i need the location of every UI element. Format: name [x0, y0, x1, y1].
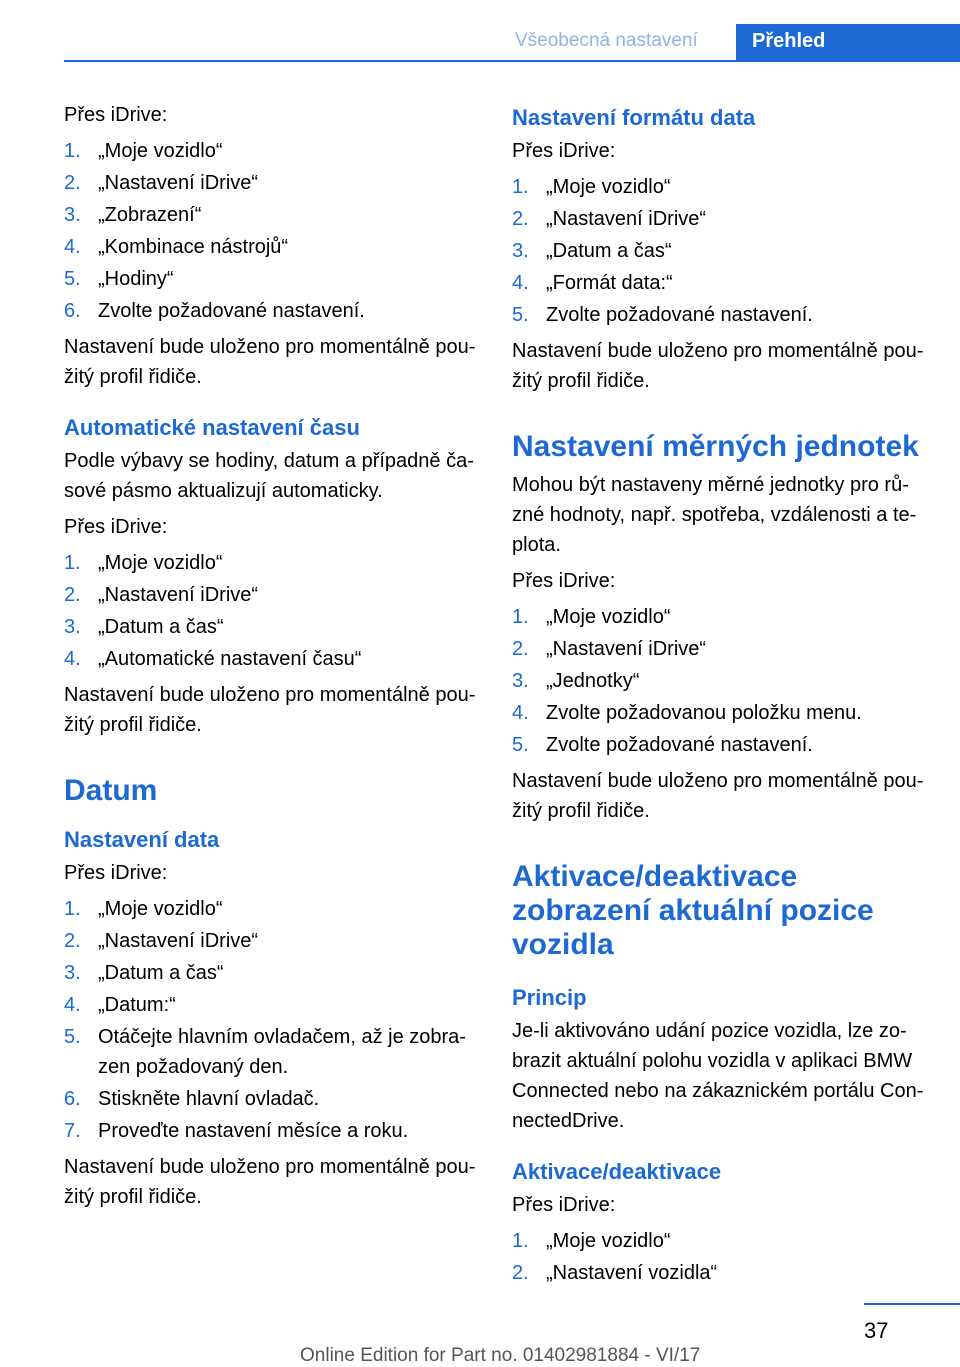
step-text: „Moje vozidlo“ [546, 606, 671, 628]
list-item [64, 644, 479, 674]
step-text: „Datum:“ [98, 994, 176, 1016]
list-item [512, 268, 927, 298]
list-item [512, 666, 927, 696]
section-title: Všeobecná nastavení [515, 30, 698, 51]
date-format-heading: Nastavení formátu data [512, 105, 756, 130]
auto-time-desc: Podle výbavy se hodiny, datum a případně ča‐sové pásmo aktualizují automaticky. [64, 450, 474, 502]
step-text: Stiskněte hlavní ovladač. [98, 1088, 320, 1110]
list-item [64, 200, 479, 230]
list-item [64, 612, 479, 642]
step-number: 1. [512, 176, 529, 198]
step-text: Zvolte požadované nastavení. [546, 734, 813, 756]
list-item [512, 204, 927, 234]
step-text: Otáčejte hlavním ovladačem, až je zobra‐zen požadovaný den. [98, 1026, 466, 1078]
step-text: Zvolte požadovanou položku menu. [546, 702, 862, 724]
step-text: „Nastavení iDrive“ [98, 930, 259, 952]
step-number: 6. [64, 1088, 81, 1110]
date-set-heading: Nastavení data [64, 827, 220, 852]
step-text: „Nastavení iDrive“ [98, 172, 259, 194]
position-heading: Aktivace/deaktivace zobrazení aktuální pozice vozidla [512, 860, 874, 961]
note-text: Nastavení bude uloženo pro momentálně pou‐žitý profil řidiče. [512, 340, 924, 392]
list-item [512, 300, 927, 330]
list-item [64, 296, 479, 326]
intro-text: Přes iDrive: [64, 516, 168, 538]
step-number: 5. [64, 268, 81, 290]
step-number: 6. [64, 300, 81, 322]
step-number: 1. [512, 606, 529, 628]
steps-list [512, 1226, 927, 1288]
step-text: „Nastavení iDrive“ [546, 208, 707, 230]
units-desc: Mohou být nastaveny měrné jednotky pro rů‐zné hodnoty, např. spotřeba, vzdálenosti a te‐plota. [512, 474, 917, 556]
steps-list [512, 172, 927, 330]
step-number: 3. [512, 240, 529, 262]
step-text: „Nastavení iDrive“ [546, 638, 707, 660]
step-number: 4. [512, 272, 529, 294]
tab-overview[interactable]: Přehled [736, 24, 960, 62]
step-number: 2. [512, 638, 529, 660]
step-number: 3. [64, 204, 81, 226]
note-text: Nastavení bude uloženo pro momentálně pou‐žitý profil řidiče. [64, 684, 476, 736]
step-text: „Formát data:“ [546, 272, 673, 294]
list-item [64, 232, 479, 262]
step-text: Proveďte nastavení měsíce a roku. [98, 1120, 409, 1142]
step-text: Zvolte požadované nastavení. [98, 300, 365, 322]
list-item [64, 136, 479, 166]
step-number: 4. [64, 994, 81, 1016]
left-column [64, 100, 479, 1218]
step-number: 4. [64, 236, 81, 258]
step-number: 2. [64, 584, 81, 606]
note-text: Nastavení bude uloženo pro momentálně pou‐žitý profil řidiče. [64, 336, 476, 388]
step-number: 2. [512, 1262, 529, 1284]
list-item [64, 264, 479, 294]
step-text: „Moje vozidlo“ [546, 176, 671, 198]
step-text: „Nastavení iDrive“ [98, 584, 259, 606]
list-item [512, 602, 927, 632]
list-item [64, 1116, 479, 1146]
step-number: 4. [512, 702, 529, 724]
step-text: „Moje vozidlo“ [546, 1230, 671, 1252]
list-item [512, 172, 927, 202]
step-number: 2. [64, 172, 81, 194]
units-heading: Nastavení měrných jednotek [512, 430, 919, 463]
step-number: 3. [64, 616, 81, 638]
steps-list [64, 894, 479, 1146]
list-item [512, 730, 927, 760]
step-number: 5. [512, 304, 529, 326]
intro-text: Přes iDrive: [512, 140, 616, 162]
list-item [64, 1022, 479, 1082]
step-text: „Hodiny“ [98, 268, 174, 290]
step-text: „Zobrazení“ [98, 204, 202, 226]
step-text: „Kombinace nástrojů“ [98, 236, 289, 258]
list-item [64, 548, 479, 578]
list-item [64, 958, 479, 988]
step-text: „Datum a čas“ [98, 962, 224, 984]
step-number: 2. [512, 208, 529, 230]
note-text: Nastavení bude uloženo pro momentálně pou‐žitý profil řidiče. [512, 770, 924, 822]
list-item [512, 1226, 927, 1256]
list-item [64, 580, 479, 610]
list-item [512, 236, 927, 266]
list-item [64, 894, 479, 924]
intro-text: Přes iDrive: [512, 570, 616, 592]
list-item [64, 168, 479, 198]
step-text: „Jednotky“ [546, 670, 640, 692]
list-item [512, 1258, 927, 1288]
page-number: 37 [864, 1318, 889, 1343]
note-text: Nastavení bude uloženo pro momentálně pou‐žitý profil řidiče. [64, 1156, 476, 1208]
list-item [512, 698, 927, 728]
step-number: 5. [64, 1026, 81, 1048]
step-text: „Moje vozidlo“ [98, 552, 223, 574]
step-text: Zvolte požadované nastavení. [546, 304, 813, 326]
step-number: 5. [512, 734, 529, 756]
list-item [64, 990, 479, 1020]
intro-text: Přes iDrive: [512, 1194, 616, 1216]
intro-text: Přes iDrive: [64, 104, 168, 126]
step-number: 3. [64, 962, 81, 984]
step-text: „Moje vozidlo“ [98, 898, 223, 920]
step-number: 7. [64, 1120, 81, 1142]
edition-footer: Online Edition for Part no. 01402981884 - VI/17 [300, 1345, 701, 1366]
auto-time-heading: Automatické nastavení času [64, 415, 360, 440]
list-item [64, 1084, 479, 1114]
steps-list [64, 548, 479, 674]
date-heading: Datum [64, 774, 158, 807]
step-text: „Nastavení vozidla“ [546, 1262, 718, 1284]
step-text: „Datum a čas“ [546, 240, 672, 262]
principle-desc: Je-li aktivováno udání pozice vozidla, lze zo‐brazit aktuální polohu vozidla v aplikaci BMW Connected nebo na zákaznickém portálu Con‐nectedDrive. [512, 1020, 924, 1132]
step-text: „Automatické nastavení času“ [98, 648, 362, 670]
step-number: 1. [64, 552, 81, 574]
list-item [64, 926, 479, 956]
step-text: „Datum a čas“ [98, 616, 224, 638]
right-column [512, 100, 927, 1294]
activation-heading: Aktivace/deaktivace [512, 1159, 722, 1184]
step-text: „Moje vozidlo“ [98, 140, 223, 162]
step-number: 1. [512, 1230, 529, 1252]
principle-heading: Princip [512, 985, 587, 1010]
footer-rule [864, 1303, 960, 1305]
step-number: 2. [64, 930, 81, 952]
step-number: 1. [64, 898, 81, 920]
intro-text: Přes iDrive: [64, 862, 168, 884]
step-number: 4. [64, 648, 81, 670]
list-item [512, 634, 927, 664]
steps-list [512, 602, 927, 760]
steps-list [64, 136, 479, 326]
step-number: 1. [64, 140, 81, 162]
step-number: 3. [512, 670, 529, 692]
